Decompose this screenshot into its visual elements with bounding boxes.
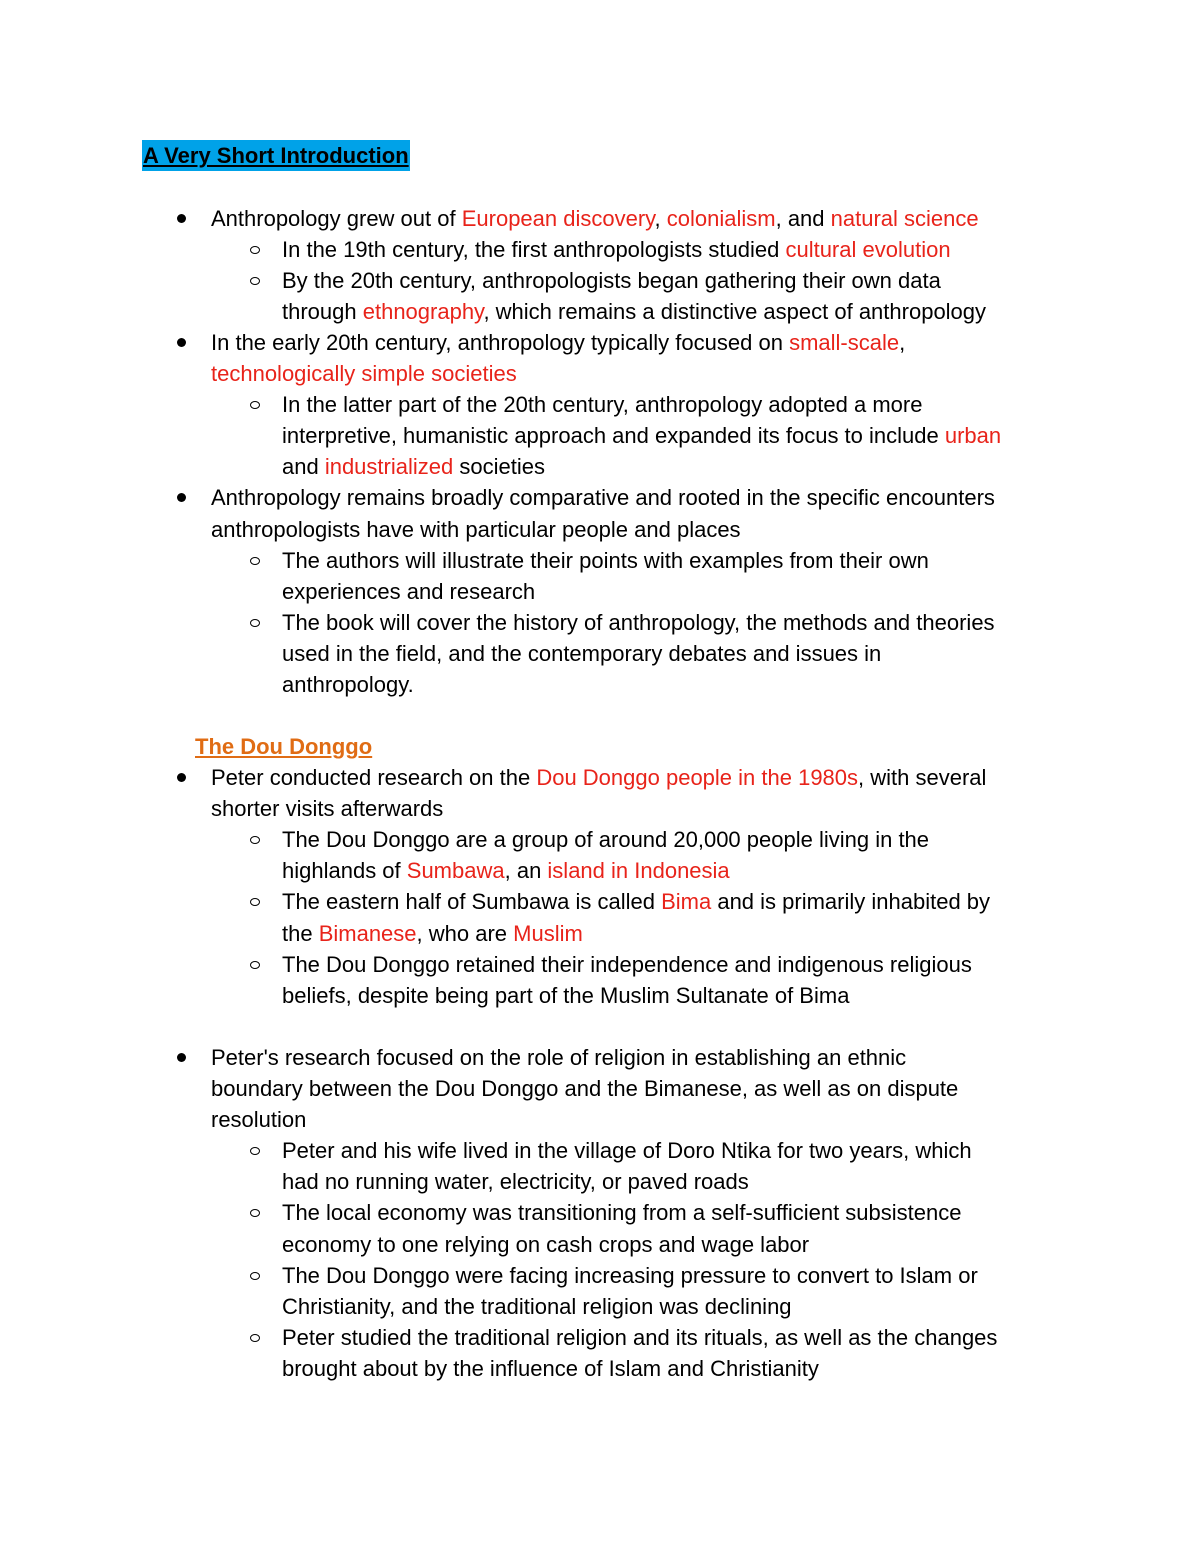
text-run: economy to one relying on cash crops and wage labor — [282, 1231, 810, 1257]
text-run: shorter visits afterwards — [211, 796, 444, 822]
list-item-line — [282, 389, 922, 420]
highlighted-term: Muslim — [513, 920, 583, 946]
hollow-circle-icon — [250, 1334, 260, 1342]
list-item-line — [211, 1104, 306, 1135]
filled-dot-icon — [177, 493, 186, 502]
highlighted-term: Sumbawa — [406, 858, 505, 884]
list-item-line — [282, 980, 849, 1011]
highlighted-term: small-scale — [789, 329, 900, 355]
list-item-line — [282, 669, 414, 700]
list-item-line — [282, 607, 995, 638]
text-run: Peter and his wife lived in the village of Doro Ntika for two years, which — [282, 1138, 972, 1164]
filled-dot-icon — [177, 773, 186, 782]
list-item-line — [282, 420, 1001, 451]
hollow-circle-icon — [250, 557, 260, 565]
text-run: The Dou Donggo retained their independence and indigenous religious — [282, 951, 972, 977]
text-run: through — [282, 298, 363, 324]
text-run: anthropologists have with particular people and places — [211, 516, 741, 542]
text-run: anthropology. — [282, 672, 414, 697]
highlighted-term: cultural evolution — [785, 236, 951, 262]
hollow-circle-icon — [250, 836, 260, 844]
text-run: The local economy was transitioning from a self-sufficient subsistence — [282, 1200, 962, 1226]
hollow-circle-icon — [250, 1209, 260, 1217]
hollow-circle-icon — [250, 898, 260, 906]
text-run: , — [899, 329, 906, 355]
list-item-line — [282, 824, 929, 855]
text-run: boundary between the Dou Donggo and the Bimanese, as well as on dispute — [211, 1076, 959, 1101]
text-run: The Dou Donggo are a group of around 20,000 people living in the — [282, 827, 930, 853]
list-item-line — [282, 296, 986, 327]
highlighted-term: Bimanese — [318, 920, 417, 946]
section-heading-dou-donggo: The Dou Donggo — [195, 734, 373, 759]
highlighted-term: colonialism — [666, 205, 776, 231]
hollow-circle-icon — [250, 619, 260, 627]
list-item-line — [282, 576, 535, 607]
highlighted-term: European discovery — [461, 205, 655, 231]
list-item-line — [282, 451, 545, 482]
highlighted-term: Dou Donggo people in the 1980s — [536, 765, 859, 790]
list-item-line — [211, 1042, 906, 1073]
text-run: The eastern half of Sumbawa is called — [282, 889, 662, 915]
list-item-line — [282, 265, 941, 296]
text-run: Anthropology grew out of — [211, 205, 462, 231]
highlighted-term: Bima — [661, 889, 712, 915]
list-item-line — [211, 793, 443, 824]
text-run: Peter studied the traditional religion and its rituals, as well as the changes — [282, 1324, 998, 1350]
list-item-line — [282, 1135, 972, 1166]
text-run: interpretive, humanistic approach and expanded its focus to include — [282, 423, 945, 449]
list-item-line — [282, 949, 972, 980]
list-item-line — [282, 638, 881, 669]
hollow-circle-icon — [250, 277, 260, 285]
list-item-line — [211, 762, 986, 793]
text-run: , and — [775, 205, 831, 231]
filled-dot-icon — [177, 338, 186, 347]
highlighted-term: ethnography — [362, 298, 484, 324]
text-run: , an — [504, 858, 548, 884]
hollow-circle-icon — [250, 401, 260, 409]
highlighted-term: natural science — [830, 205, 979, 231]
text-run: Anthropology remains broadly comparative and rooted in the specific encounters — [211, 485, 995, 511]
text-run: , — [654, 205, 667, 231]
text-run: and — [282, 454, 325, 480]
list-item-line — [211, 203, 979, 234]
highlighted-term: industrialized — [324, 454, 454, 480]
text-run: , who are — [416, 920, 514, 946]
text-run: brought about by the influence of Islam and Christianity — [282, 1355, 819, 1381]
hollow-circle-icon — [250, 961, 260, 969]
list-item-line — [282, 1291, 792, 1322]
highlighted-term: technologically simple societies — [211, 361, 517, 386]
list-item-line — [211, 1073, 958, 1104]
list-item-line — [211, 514, 741, 545]
list-item-line — [282, 855, 730, 886]
text-run: experiences and research — [282, 578, 536, 604]
filled-dot-icon — [177, 1053, 186, 1062]
text-run: highlands of — [282, 858, 407, 884]
text-run: The authors will illustrate their points with examples from their own — [282, 547, 929, 573]
text-run: Peter conducted research on the — [211, 765, 537, 790]
text-run: The book will cover the history of anthropology, the methods and theories — [282, 609, 995, 635]
list-item-line — [282, 918, 583, 949]
text-run: By the 20th century, anthropologists began gathering their own data — [282, 267, 941, 293]
list-item-line — [282, 1322, 997, 1353]
highlighted-term: island in Indonesia — [547, 858, 730, 884]
text-run: In the latter part of the 20th century, anthropology adopted a more — [282, 392, 923, 418]
list-item-line — [211, 327, 905, 358]
text-run: , with several — [858, 765, 987, 790]
list-item-line — [282, 545, 929, 576]
list-item-line — [282, 1229, 809, 1260]
highlighted-term: urban — [944, 423, 1002, 449]
text-run: , which remains a distinctive aspect of anthropology — [483, 298, 987, 324]
list-item-line — [282, 1197, 961, 1228]
list-item-line — [282, 1353, 819, 1384]
text-run: and is primarily inhabited by — [711, 889, 991, 915]
list-item-line — [282, 1166, 749, 1197]
text-run: societies — [453, 454, 545, 480]
text-run: beliefs, despite being part of the Muslim Sultanate of Bima — [282, 982, 850, 1008]
text-run: Christianity, and the traditional religion was declining — [282, 1293, 792, 1319]
hollow-circle-icon — [250, 1272, 260, 1280]
text-run: In the 19th century, the first anthropologists studied — [282, 236, 786, 262]
filled-dot-icon — [177, 214, 186, 223]
text-run: the — [282, 920, 319, 946]
text-run: had no running water, electricity, or paved roads — [282, 1169, 749, 1195]
list-item-line — [211, 358, 517, 389]
text-run: Peter's research focused on the role of religion in establishing an ethnic — [211, 1044, 907, 1070]
text-run: used in the field, and the contemporary debates and issues in — [282, 640, 882, 666]
list-item-line — [282, 1260, 978, 1291]
list-item-line — [282, 234, 951, 265]
section-heading-intro: A Very Short Introduction — [142, 140, 410, 171]
hollow-circle-icon — [250, 246, 260, 254]
text-run: The Dou Donggo were facing increasing pressure to convert to Islam or — [282, 1262, 978, 1288]
text-run: In the early 20th century, anthropology typically focused on — [211, 329, 790, 355]
list-item-line — [211, 482, 995, 513]
hollow-circle-icon — [250, 1147, 260, 1155]
text-run: resolution — [211, 1107, 307, 1133]
list-item-line — [282, 886, 990, 917]
